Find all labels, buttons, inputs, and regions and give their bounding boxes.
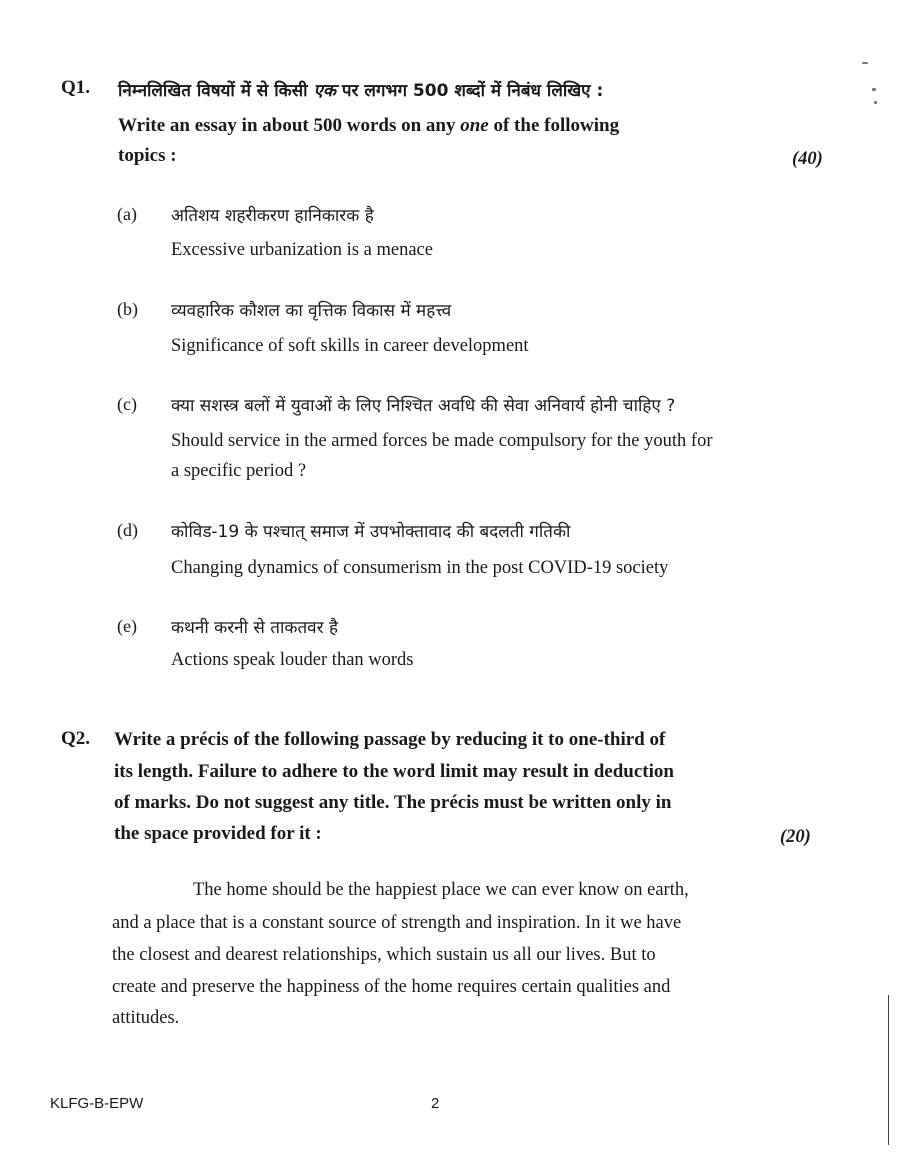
q1-english-part2: of the following: [488, 115, 620, 136]
q1-hindi-instruction: [118, 78, 603, 101]
q1-option-a-label: (a): [117, 204, 137, 224]
q1-english-instruction-line2: topics :: [118, 145, 177, 166]
q2-instruction-line1: Write a précis of the following passage by reducing it to one-third of: [114, 729, 666, 750]
passage-line-4: create and preserve the happiness of the home requires certain qualities and: [112, 977, 671, 997]
passage-line-3: the closest and dearest relationships, which sustain us all our lives. But to: [112, 945, 656, 965]
q2-number: Q2.: [61, 728, 91, 749]
q2-instruction-line3: of marks. Do not suggest any title. The précis must be written only in: [114, 792, 672, 813]
q1-option-d-hindi: कोविड-19 के पश्चात् समाज में उपभोक्तावाद की बदलती गतिकी: [171, 522, 571, 542]
q1-option-e-hindi: कथनी करनी से ताकतवर है: [171, 618, 338, 638]
q1-english-part1: Write an essay in about 500 words on any: [118, 115, 461, 136]
q1-option-b-label: (b): [117, 299, 138, 319]
q1-option-c-hindi: क्या सशस्त्र बलों में युवाओं के लिए निश्चित अवधि की सेवा अनिवार्य होनी चाहिए ?: [171, 396, 676, 416]
q1-option-c-english-line2: a specific period ?: [171, 461, 307, 481]
q1-hindi-instruction-part1: निम्नलिखित विषयों में से किसी: [118, 81, 314, 101]
q1-option-d-label: (d): [117, 520, 138, 540]
q1-option-e-label: (e): [117, 616, 137, 636]
q1-option-a-hindi: अतिशय शहरीकरण हानिकारक है: [171, 206, 374, 226]
q2-instruction-line4: the space provided for it :: [114, 823, 322, 844]
q1-hindi-instruction-emphasis: एक: [313, 81, 336, 101]
q1-option-d-english: Changing dynamics of consumerism in the post COVID-19 society: [171, 558, 669, 578]
q1-option-b-english: Significance of soft skills in career development: [171, 336, 529, 356]
q1-option-a-english: Excessive urbanization is a menace: [171, 240, 433, 260]
q1-english-instruction-line1: [118, 115, 619, 137]
scan-edge-line: [888, 995, 889, 1145]
passage-line-1: The home should be the happiest place we can ever know on earth,: [193, 880, 689, 900]
q2-marks: (20): [780, 827, 811, 847]
scan-mark: [872, 88, 876, 91]
q1-option-c-label: (c): [117, 394, 137, 414]
q2-instruction-line2: its length. Failure to adhere to the word limit may result in deduction: [114, 761, 674, 782]
passage-line-2: and a place that is a constant source of strength and inspiration. In it we have: [112, 913, 682, 933]
q1-option-e-english: Actions speak louder than words: [171, 650, 414, 670]
q1-option-c-english-line1: Should service in the armed forces be made compulsory for the youth for: [171, 431, 713, 451]
q1-english-emphasis: one: [460, 115, 489, 136]
q1-marks: (40): [792, 149, 823, 169]
q1-option-b-hindi: व्यवहारिक कौशल का वृत्तिक विकास में महत्त्व: [171, 301, 452, 321]
footer-code: KLFG-B-EPW: [50, 1095, 144, 1112]
q1-hindi-instruction-part2: पर लगभग 500 शब्दों में निबंध लिखिए :: [335, 81, 604, 101]
passage-line-5: attitudes.: [112, 1008, 180, 1028]
scan-mark: [874, 101, 877, 104]
q1-number: Q1.: [61, 77, 91, 98]
scan-mark: [862, 62, 868, 64]
footer-page-number: 2: [431, 1095, 440, 1112]
